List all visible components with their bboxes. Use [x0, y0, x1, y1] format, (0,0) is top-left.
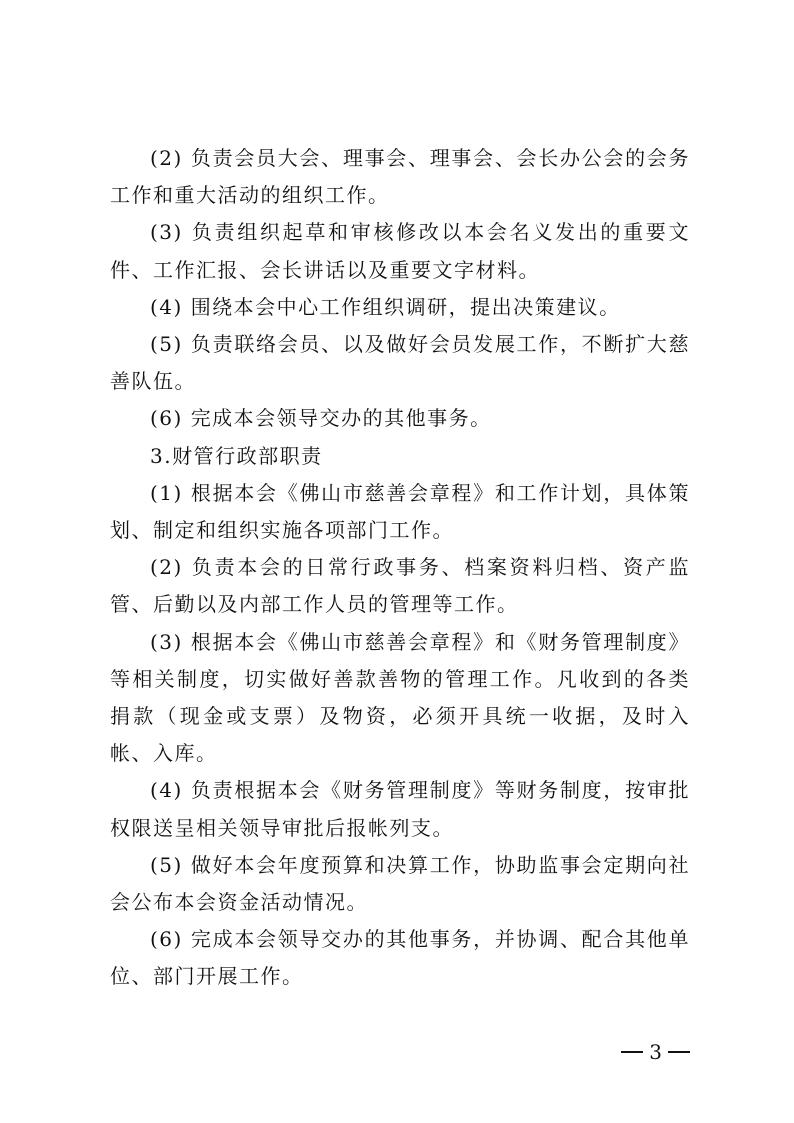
paragraph-office-duty-3: (3) 负责组织起草和审核修改以本会名义发出的重要文件、工作汇报、会长讲话以及重要文字材料。 — [110, 220, 690, 282]
paragraph-finance-duty-2: (2) 负责本会的日常行政事务、档案资料归档、资产监管、后勤以及内部工作人员的管理等工作。 — [110, 555, 690, 617]
paragraph-finance-duty-4: (4) 负责根据本会《财务管理制度》等财务制度，按审批权限送呈相关领导审批后报帐列支。 — [110, 778, 690, 840]
page-footer — [621, 1040, 690, 1064]
paragraph-office-duty-5: (5) 负责联络会员、以及做好会员发展工作，不断扩大慈善队伍。 — [110, 332, 690, 394]
page-number: 3 — [649, 1040, 662, 1064]
paragraph-office-duty-6: (6) 完成本会领导交办的其他事务。 — [150, 406, 492, 431]
footer-dash-right — [668, 1051, 690, 1053]
document-body — [110, 140, 690, 996]
paragraph-finance-duty-1: (1) 根据本会《佛山市慈善会章程》和工作计划，具体策划、制定和组织实施各项部门工作。 — [110, 480, 690, 543]
paragraph-finance-duty-5: (5) 做好本会年度预算和决算工作，协助监事会定期向社会公布本会资金活动情况。 — [110, 852, 690, 915]
paragraph-office-duty-4: (4) 围绕本会中心工作组织调研，提出决策建议。 — [150, 294, 621, 319]
section-heading-finance-admin: 3.财管行政部职责 — [150, 443, 323, 468]
paragraph-finance-duty-3: (3) 根据本会《佛山市慈善会章程》和《财务管理制度》等相关制度，切实做好善款善物的管理工作。凡收到的各类捐款（现金或支票）及物资，必须开具统一收据，及时入帐、入库。 — [110, 629, 690, 766]
footer-dash-left — [621, 1051, 643, 1053]
paragraph-finance-duty-6: (6) 完成本会领导交办的其他事务，并协调、配合其他单位、部门开展工作。 — [110, 927, 690, 989]
paragraph-office-duty-2: (2) 负责会员大会、理事会、理事会、会长办公会的会务工作和重大活动的组织工作。 — [110, 146, 690, 208]
